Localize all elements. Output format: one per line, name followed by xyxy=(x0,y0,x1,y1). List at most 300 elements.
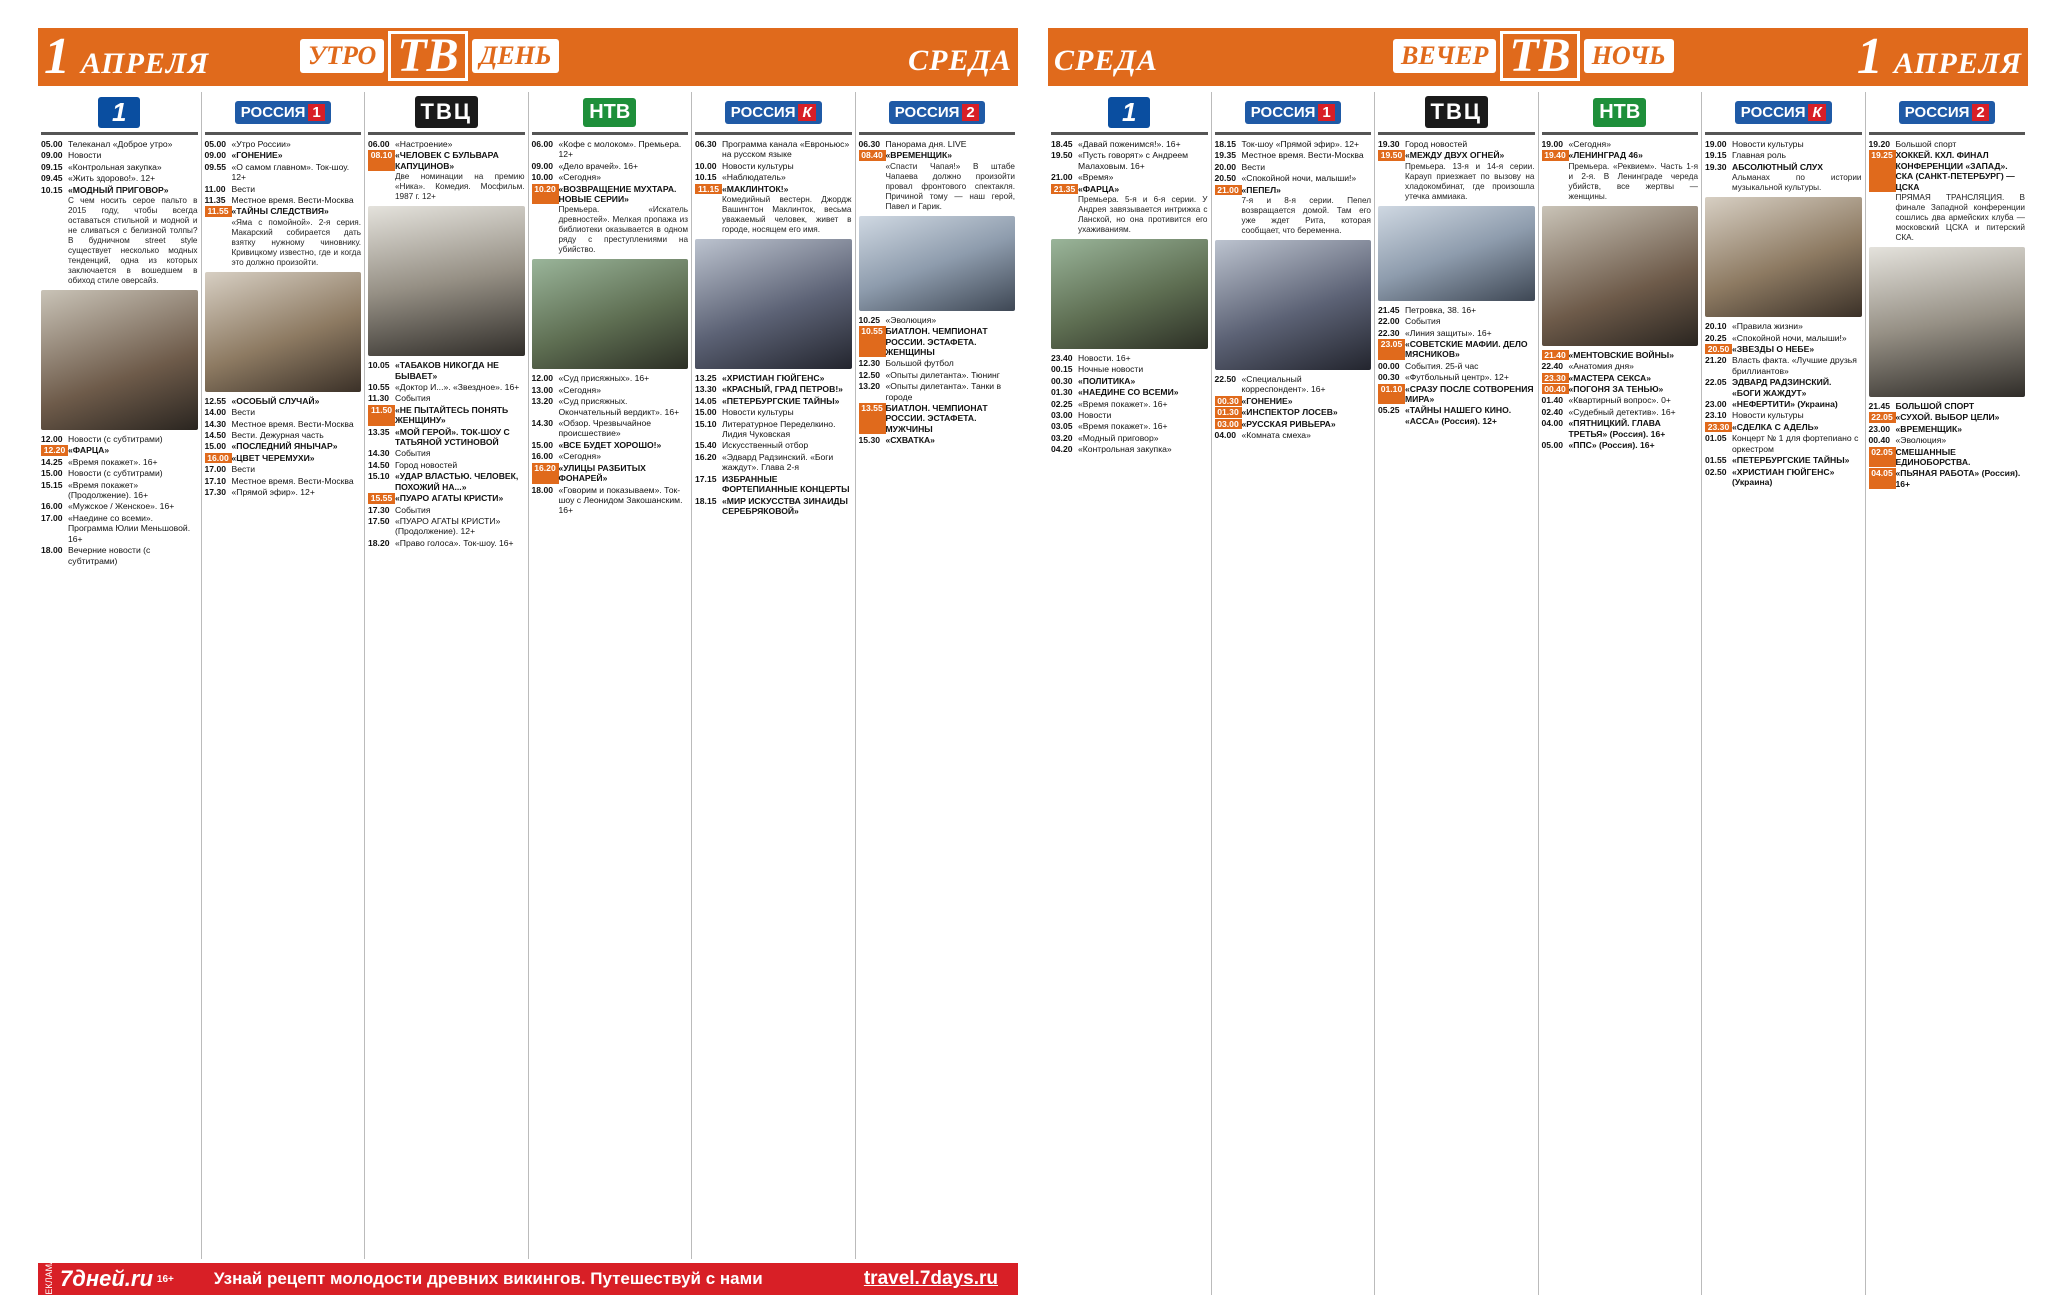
program-time: 11.00 xyxy=(204,183,226,194)
program-title: «МЕЖДУ ДВУХ ОГНЕЙ» xyxy=(1405,150,1505,161)
program-title: «Сегодня» xyxy=(558,384,601,395)
program-description: «Спасти Чапая!» В штабе Чапаева должно произойти провал фронтового спектакля. Причиной тому — наш герой, Павел и Гарик. xyxy=(885,161,1015,211)
program-title: «Дело врачей». 16+ xyxy=(558,160,638,171)
program-entry xyxy=(1542,373,1699,383)
right-month: АПРЕЛЯ xyxy=(1893,47,2022,80)
program-title: «ЗВЕЗДЫ О НЕБЕ» xyxy=(1732,344,1815,355)
program-title: «ГОНЕНИЕ» xyxy=(231,150,283,161)
program-time: 19.00 xyxy=(1705,139,1727,149)
program-entry xyxy=(205,407,362,417)
program-still-photo xyxy=(695,239,852,369)
program-entry xyxy=(368,382,525,392)
program-time: 17.00 xyxy=(204,464,227,475)
program-title: АБСОЛЮТНЫЙ СЛУХ xyxy=(1732,161,1823,172)
program-time: 14.50 xyxy=(204,430,227,441)
program-time: 01.55 xyxy=(1705,455,1727,466)
program-title: ЭДВАРД РАДЗИНСКИЙ. «БОГИ ЖАЖДУТ» xyxy=(1732,377,1832,398)
russia-k-logo xyxy=(725,101,822,124)
right-column-russia-2 xyxy=(1866,92,2029,1295)
program-entry xyxy=(1705,139,1862,149)
program-time: 06.30 xyxy=(858,139,881,149)
program-still-photo xyxy=(368,206,525,356)
program-time: 10.55 xyxy=(368,382,390,393)
program-title: «Правила жизни» xyxy=(1732,321,1803,332)
channel-header xyxy=(368,92,525,135)
channel-header xyxy=(1542,92,1699,135)
right-column-russia-k xyxy=(1702,92,1866,1295)
program-entry xyxy=(1869,139,2026,149)
program-time: 03.05 xyxy=(1051,421,1073,432)
logo-tv: ТВ xyxy=(1500,31,1579,81)
program-still-photo xyxy=(205,272,362,392)
program-entry xyxy=(1051,387,1208,397)
program-time: 19.15 xyxy=(1705,150,1727,161)
right-weekday: СРЕДА xyxy=(1054,44,1158,77)
program-title: «Суд присяжных. Окончательный вердикт». 16+ xyxy=(558,396,680,417)
program-time: 14.30 xyxy=(531,418,554,429)
channel-one-logo xyxy=(98,97,140,128)
program-title: Новости культуры xyxy=(722,160,794,171)
program-title: «КРАСНЫЙ, ГРАД ПЕТРОВ!» xyxy=(722,384,843,395)
program-time: 00.40 xyxy=(1868,435,1891,446)
program-time: 15.10 xyxy=(368,471,390,482)
ntv-logo xyxy=(1593,98,1646,127)
program-title: «Специальный корреспондент». 16+ xyxy=(1241,374,1326,395)
program-entry xyxy=(1051,421,1208,431)
program-entry xyxy=(1542,440,1699,450)
program-title: «Обзор. Чрезвычайное происшествие» xyxy=(558,418,652,439)
channel-header xyxy=(1869,92,2026,135)
program-entry xyxy=(532,418,689,439)
program-title: «ПЕТЕРБУРГСКИЕ ТАЙНЫ» xyxy=(1732,455,1850,466)
program-title: «ФАРЦА» xyxy=(68,445,110,456)
program-entry xyxy=(1705,433,1862,454)
program-entry xyxy=(1051,172,1208,182)
program-title: «Линия защиты». 16+ xyxy=(1405,327,1492,338)
russia-1-logo xyxy=(235,101,331,124)
program-title: «ГОНЕНИЕ» xyxy=(1241,395,1293,406)
channel-header xyxy=(695,92,852,135)
channel-number: 1 xyxy=(308,104,324,121)
program-title: «Говорим и показываем». Ток-шоу с Леонидом Закошанским. 16+ xyxy=(558,484,683,516)
left-column-channel-one xyxy=(38,92,202,1259)
program-time: 05.25 xyxy=(1378,405,1400,416)
program-title: «Комната смеха» xyxy=(1241,430,1311,441)
program-title: Программа канала «Евроньюс» на русском языке xyxy=(722,139,850,160)
program-entry xyxy=(695,396,852,406)
program-title: Новости (с субтитрами) xyxy=(68,468,163,479)
program-entry xyxy=(205,206,362,216)
program-entry xyxy=(368,516,525,537)
program-entry xyxy=(532,184,689,205)
program-title: «Настроение» xyxy=(395,139,453,149)
program-time: 18.20 xyxy=(368,537,390,548)
program-title: События xyxy=(395,504,431,515)
program-time: 15.00 xyxy=(695,407,717,418)
program-entry xyxy=(41,513,198,544)
program-title: Новости xyxy=(68,150,102,161)
program-title: Искусственный отбор xyxy=(722,440,809,451)
program-entry xyxy=(41,150,198,160)
program-title: БИАТЛОН. ЧЕМПИОНАТ РОССИИ. ЭСТАФЕТА. МУЖЧИНЫ xyxy=(885,403,988,434)
program-title: Город новостей xyxy=(395,459,458,470)
program-entry xyxy=(532,440,689,450)
program-time: 21.00 xyxy=(1051,172,1073,183)
program-title: «МОЙ ГЕРОЙ». ТОК-ШОУ С ТАТЬЯНОЙ УСТИНОВОЙ xyxy=(395,426,510,448)
program-title: «СХВАТКА» xyxy=(885,435,935,446)
program-time: 01.10 xyxy=(1378,384,1405,405)
program-time: 15.30 xyxy=(858,435,881,446)
program-title: «НЕ ПЫТАЙТЕСЬ ПОНЯТЬ ЖЕНЩИНУ» xyxy=(395,404,509,426)
program-entry xyxy=(41,445,198,455)
program-title: Новости (с субтитрами) xyxy=(68,434,163,445)
program-time: 00.40 xyxy=(1542,384,1569,394)
program-entry xyxy=(368,505,525,515)
program-entry xyxy=(695,419,852,440)
program-title: «НАЕДИНЕ СО ВСЕМИ» xyxy=(1078,387,1179,398)
program-title: «ПУАРО АГАТЫ КРИСТИ» xyxy=(395,493,504,504)
program-time: 04.00 xyxy=(1541,418,1564,429)
program-entry xyxy=(695,384,852,394)
program-time: 09.15 xyxy=(41,161,63,172)
program-title: «СДЕЛКА С АДЕЛЬ» xyxy=(1732,421,1819,432)
program-entry xyxy=(532,485,689,516)
program-entry xyxy=(205,487,362,497)
program-entry xyxy=(1378,339,1535,360)
program-entry xyxy=(1051,399,1208,409)
program-title: «РУССКАЯ РИВЬЕРА» xyxy=(1241,418,1336,429)
program-title: События xyxy=(395,448,431,459)
program-entry xyxy=(41,434,198,444)
program-title: «Спокойной ночи, малыши!» xyxy=(1732,332,1847,343)
program-title: «Сегодня» xyxy=(1568,139,1611,149)
program-title: «Футбольный центр». 12+ xyxy=(1405,372,1509,383)
program-time: 04.00 xyxy=(1214,430,1237,441)
program-entry xyxy=(1378,372,1535,382)
program-time: 02.50 xyxy=(1705,466,1727,477)
program-still-photo xyxy=(532,259,689,369)
program-time: 16.20 xyxy=(695,451,717,462)
program-entry xyxy=(1869,424,2026,434)
program-entry xyxy=(41,173,198,183)
ad-banner[interactable] xyxy=(38,1257,1018,1301)
program-entry xyxy=(695,184,852,194)
program-time: 20.50 xyxy=(1705,344,1732,354)
channel-name: РОССИЯ xyxy=(894,103,960,121)
ntv-logo xyxy=(583,98,636,127)
program-time: 19.30 xyxy=(1705,161,1727,172)
right-column-channel-one xyxy=(1048,92,1212,1295)
program-entry xyxy=(41,457,198,467)
program-title: ИЗБРАННЫЕ ФОРТЕПИАННЫЕ КОНЦЕРТЫ xyxy=(722,473,850,495)
program-entry xyxy=(205,464,362,474)
program-title: «ПЕПЕЛ» xyxy=(1241,184,1281,195)
left-date xyxy=(44,30,209,91)
program-time: 03.00 xyxy=(1215,419,1242,429)
program-time: 20.50 xyxy=(1214,173,1237,184)
program-title: «Контрольная закупка» xyxy=(1078,444,1172,455)
ad-site[interactable]: 7дней.ru xyxy=(60,1266,153,1291)
left-page xyxy=(38,0,1018,1303)
channel-number: К xyxy=(1808,104,1825,121)
program-time: 10.15 xyxy=(41,184,63,195)
program-time: 19.20 xyxy=(1868,139,1891,149)
program-title: Местное время. Вести-Москва xyxy=(231,475,354,486)
program-title: «УЛИЦЫ РАЗБИТЫХ ФОНАРЕЙ» xyxy=(558,462,646,484)
program-time: 20.25 xyxy=(1705,332,1727,343)
program-title: «Эдвард Радзинский. «Боги жаждут». Глава 2-я xyxy=(722,451,834,473)
program-entry xyxy=(368,538,525,548)
program-time: 23.40 xyxy=(1051,353,1073,364)
logo-word-night: НОЧЬ xyxy=(1584,39,1674,73)
program-time: 11.15 xyxy=(695,184,722,194)
program-description: Альманах по истории музыкальной культуры. xyxy=(1732,173,1862,193)
right-schedule-columns xyxy=(1048,92,2028,1295)
program-time: 00.30 xyxy=(1378,372,1400,383)
program-title: «Анатомия дня» xyxy=(1568,361,1634,372)
right-day: 1 xyxy=(1856,28,1883,85)
program-entry xyxy=(1378,316,1535,326)
program-still-photo xyxy=(1378,206,1535,301)
channel-number: 2 xyxy=(962,104,978,121)
program-entry xyxy=(532,161,689,171)
program-time: 14.00 xyxy=(204,407,227,418)
program-time: 11.35 xyxy=(204,195,226,206)
program-time: 12.30 xyxy=(858,358,881,369)
program-time: 19.35 xyxy=(1214,150,1237,161)
program-time: 18.45 xyxy=(1051,139,1073,149)
channel-name: ТВЦ xyxy=(1430,99,1482,124)
program-description: Премьера. 5-я и 6-я серии. У Андрея завязывается интрижка с Ланской, но она противится его ухаживаниям. xyxy=(1078,195,1208,235)
program-title: «Сегодня» xyxy=(558,172,601,183)
program-time: 22.05 xyxy=(1869,412,1896,422)
program-entry xyxy=(1705,467,1862,488)
program-entry xyxy=(532,385,689,395)
tvc-logo xyxy=(1425,96,1488,128)
left-column-russia-2 xyxy=(856,92,1019,1259)
program-time: 22.30 xyxy=(1378,327,1400,338)
program-time: 23.10 xyxy=(1705,410,1727,421)
program-time: 17.30 xyxy=(204,487,227,498)
program-time: 02.05 xyxy=(1869,447,1896,468)
channel-name: РОССИЯ xyxy=(1904,103,1970,121)
program-time: 06.00 xyxy=(368,139,390,149)
program-entry xyxy=(1051,444,1208,454)
program-time: 00.30 xyxy=(1051,375,1073,386)
program-time: 12.50 xyxy=(858,369,881,380)
channel-number: К xyxy=(798,104,815,121)
program-time: 04.05 xyxy=(1869,468,1896,489)
program-title: ХОККЕЙ. КХЛ. ФИНАЛ КОНФЕРЕНЦИИ «ЗАПАД». СКА (САНКТ-ПЕТЕРБУРГ) — ЦСКА xyxy=(1895,150,2015,192)
russia-k-logo xyxy=(1735,101,1832,124)
program-entry xyxy=(1869,468,2026,489)
program-entry xyxy=(859,358,1016,368)
channel-name: РОССИЯ xyxy=(1740,103,1806,121)
program-entry xyxy=(205,419,362,429)
program-entry xyxy=(1215,396,1372,406)
right-column-russia-1 xyxy=(1212,92,1376,1295)
program-time: 20.00 xyxy=(1214,161,1237,172)
program-time: 11.55 xyxy=(205,206,232,216)
program-title: Новости xyxy=(1078,410,1112,421)
right-page xyxy=(1048,0,2028,1303)
program-time: 10.05 xyxy=(368,360,390,371)
program-title: БИАТЛОН. ЧЕМПИОНАТ РОССИИ. ЭСТАФЕТА. ЖЕНЩИНЫ xyxy=(885,326,988,358)
program-entry xyxy=(205,162,362,183)
right-column-tvc xyxy=(1375,92,1539,1295)
program-entry xyxy=(368,460,525,470)
program-time: 23.00 xyxy=(1868,423,1891,434)
russia-2-logo xyxy=(889,101,985,124)
program-title: «ВОЗВРАЩЕНИЕ МУХТАРА. НОВЫЕ СЕРИИ» xyxy=(558,183,677,205)
program-title: «Модный приговор» xyxy=(1078,432,1159,443)
russia-1-logo xyxy=(1245,101,1341,124)
program-time: 19.30 xyxy=(1378,139,1400,149)
program-entry xyxy=(1542,150,1699,160)
program-time: 10.00 xyxy=(695,160,717,171)
program-entry xyxy=(1542,407,1699,417)
program-entry xyxy=(1378,384,1535,405)
channel-name: ТВЦ xyxy=(420,99,472,124)
program-title: «НЕФЕРТИТИ» (Украина) xyxy=(1732,399,1838,410)
program-time: 01.30 xyxy=(1051,387,1073,398)
program-entry xyxy=(368,150,525,171)
program-time: 21.00 xyxy=(1215,185,1242,195)
right-column-ntv xyxy=(1539,92,1703,1295)
program-entry xyxy=(695,452,852,473)
program-time: 17.10 xyxy=(204,475,227,486)
channel-header xyxy=(205,92,362,135)
program-entry xyxy=(1051,433,1208,443)
program-time: 09.00 xyxy=(531,160,554,171)
program-entry xyxy=(368,427,525,448)
channel-number: 2 xyxy=(1972,104,1988,121)
program-title: События xyxy=(1405,316,1441,327)
program-title: БОЛЬШОЙ СПОРТ xyxy=(1895,401,1975,412)
program-entry xyxy=(368,360,525,381)
program-entry xyxy=(1869,150,2026,192)
program-description: С чем носить серое пальто в 2015 году, чтобы всегда оставаться стильной и модной и не сливаться с белизной толпы? В будничном street style существует несколько модных тенденций, одна из которых заключается в вошедшем в обиход стиле оверсайз. xyxy=(68,196,198,286)
program-time: 21.20 xyxy=(1705,355,1727,366)
program-entry xyxy=(1542,418,1699,439)
program-time: 13.30 xyxy=(695,384,717,395)
program-time: 12.55 xyxy=(204,395,227,406)
program-title: «ПЯТНИЦКИЙ. ГЛАВА ТРЕТЬЯ» (Россия). 16+ xyxy=(1568,418,1666,439)
program-entry xyxy=(1215,430,1372,440)
program-still-photo xyxy=(41,290,198,430)
program-time: 15.55 xyxy=(368,493,395,503)
program-title: Местное время. Вести-Москва xyxy=(231,418,354,429)
program-title: Ток-шоу «Прямой эфир». 12+ xyxy=(1241,139,1360,149)
program-title: Новости. 16+ xyxy=(1078,353,1131,364)
program-time: 21.45 xyxy=(1378,304,1400,315)
program-description: ПРЯМАЯ ТРАНСЛЯЦИЯ. В финале Западной конференции сошлись два армейских клуба — московский ЦСКА и питерский СКА. xyxy=(1895,193,2025,243)
program-title: События. 25-й час xyxy=(1405,360,1479,371)
program-title: Большой спорт xyxy=(1895,139,1957,149)
program-entry xyxy=(1215,374,1372,395)
program-title: «ПОГОНЯ ЗА ТЕНЬЮ» xyxy=(1568,384,1664,395)
program-entry xyxy=(41,185,198,195)
program-time: 14.30 xyxy=(204,418,227,429)
program-entry xyxy=(205,139,362,149)
program-time: 01.30 xyxy=(1215,407,1242,417)
program-title: «Пусть говорят» с Андреем Малаховым. 16+ xyxy=(1078,150,1189,171)
program-entry xyxy=(41,162,198,172)
program-title: Власть факта. «Лучшие друзья бриллиантов» xyxy=(1732,355,1857,376)
program-entry xyxy=(859,150,1016,160)
program-entry xyxy=(1378,405,1535,426)
program-time: 10.15 xyxy=(695,172,717,183)
program-title: «ПЬЯНАЯ РАБОТА» (Россия). 16+ xyxy=(1895,468,2021,489)
program-title: «ОСОБЫЙ СЛУЧАЙ» xyxy=(231,395,320,406)
program-title: Вести. Дежурная часть xyxy=(231,430,324,441)
program-time: 21.35 xyxy=(1051,184,1078,194)
program-time: 09.55 xyxy=(204,161,227,172)
program-title: СМЕШАННЫЕ ЕДИНОБОРСТВА. xyxy=(1895,446,1971,468)
program-time: 10.25 xyxy=(858,314,881,325)
program-time: 17.15 xyxy=(695,473,717,484)
program-title: «Время покажет». 16+ xyxy=(1078,398,1168,409)
program-entry xyxy=(532,451,689,461)
program-entry xyxy=(205,150,362,160)
logo-word-day: ДЕНЬ xyxy=(472,39,560,73)
program-entry xyxy=(205,453,362,463)
program-title: Концерт № 1 для фортепиано с оркестром xyxy=(1732,433,1859,454)
program-entry xyxy=(1051,184,1208,194)
program-time: 10.00 xyxy=(531,172,554,183)
ad-url[interactable]: travel.7days.ru xyxy=(863,1268,998,1289)
left-tv-logo xyxy=(300,30,559,82)
program-entry xyxy=(1051,410,1208,420)
program-time: 15.10 xyxy=(695,418,717,429)
program-entry xyxy=(1051,353,1208,363)
program-title: «МИР ИСКУССТВА ЗИНАИДЫ СЕРЕБРЯКОВОЙ» xyxy=(722,495,848,516)
program-title: «Время покажет». 16+ xyxy=(1078,421,1168,432)
left-day: 1 xyxy=(44,28,70,85)
program-time: 01.40 xyxy=(1541,395,1564,406)
program-time: 10.55 xyxy=(859,326,886,357)
program-title: «Давай поженимся!». 16+ xyxy=(1078,139,1181,149)
program-entry xyxy=(1869,447,2026,468)
program-entry xyxy=(1705,455,1862,465)
program-entry xyxy=(1705,321,1862,331)
program-time: 05.00 xyxy=(204,139,227,149)
program-time: 23.30 xyxy=(1705,422,1732,432)
program-title: «Наблюдатель» xyxy=(722,172,786,183)
channel-name: НТВ xyxy=(1599,100,1641,123)
program-time: 22.40 xyxy=(1541,361,1564,372)
program-time: 15.00 xyxy=(41,468,63,479)
program-time: 14.05 xyxy=(695,395,717,406)
program-title: «ТАЙНЫ НАШЕГО КИНО. «АССА» (Россия). 12+ xyxy=(1405,405,1512,426)
program-time: 09.45 xyxy=(41,173,63,184)
program-time: 03.00 xyxy=(1051,410,1073,421)
program-entry xyxy=(205,396,362,406)
russia-2-logo xyxy=(1899,101,1995,124)
program-time: 23.30 xyxy=(1542,373,1569,383)
channel-name: 1 xyxy=(112,96,127,127)
program-time: 21.45 xyxy=(1868,401,1891,412)
program-entry xyxy=(1542,350,1699,360)
program-entry xyxy=(1215,139,1372,149)
program-title: «Судебный детектив». 16+ xyxy=(1568,406,1676,417)
program-title: «ПУАРО АГАТЫ КРИСТИ» (Продолжение). 12+ xyxy=(395,515,501,537)
program-entry xyxy=(1215,162,1372,172)
program-entry xyxy=(1051,139,1208,149)
program-title: «Время» xyxy=(1078,172,1114,183)
program-title: «МАСТЕРА СЕКСА» xyxy=(1568,372,1652,383)
program-entry xyxy=(205,476,362,486)
